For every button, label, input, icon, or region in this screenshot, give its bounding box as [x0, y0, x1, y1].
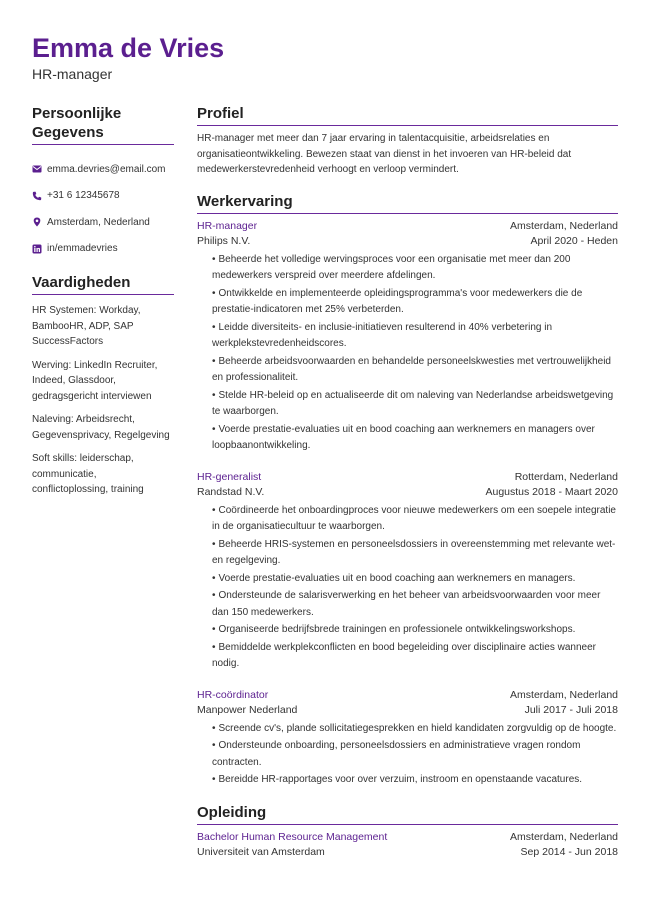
personal-details-heading: Persoonlijke Gegevens	[32, 104, 174, 145]
contact-location-text: Amsterdam, Nederland	[47, 216, 150, 228]
experience-heading: Werkervaring	[197, 192, 618, 214]
job-dates: Augustus 2018 - Maart 2020	[485, 485, 618, 498]
contact-linkedin[interactable]	[32, 236, 174, 263]
location-pin-icon	[32, 217, 42, 227]
job-bullet: • Beheerde het volledige wervingsproces voor een organisatie met meer dan 200 medewerkers verspreid over meerdere afdelingen.	[212, 253, 571, 281]
contact-email[interactable]	[32, 156, 174, 183]
job-bullet: • Voerde prestatie-evaluaties uit en bood coaching aan werknemers en managers.	[212, 572, 576, 584]
education-degree: Bachelor Human Resource Management	[197, 830, 388, 843]
job-bullet: • Bereidde HR-rapportages voor over verzuim, instroom en openstaande vacatures.	[212, 774, 583, 785]
job-bullet: • Stelde HR-beleid op en actualiseerde dit om naleving van Nederlandse arbeidswetgeving te waarborgen.	[212, 389, 614, 417]
job-bullet: • Ondersteunde de salarisverwerking en het beheer van arbeidsvoorwaarden voor meer dan 150 medewerkers.	[212, 590, 601, 618]
job-bullet: • Beheerde HRIS-systemen en personeelsdossiers in overeenstemming met relevante wet- en regelgeving.	[212, 538, 616, 566]
skill-item: HR Systemen: Workday, BambooHR, ADP, SAP SuccessFactors	[32, 305, 141, 347]
skills-list	[32, 303, 174, 498]
job-entry	[197, 219, 618, 455]
education-entry	[197, 830, 618, 860]
contact-linkedin-text: in/emmadevries	[47, 243, 118, 255]
skill-item: Naleving: Arbeidsrecht, Gegevensprivacy, Regelgeving	[32, 414, 170, 441]
skill-item: Werving: LinkedIn Recruiter, Indeed, Glassdoor, gedragsgericht interviewen	[32, 359, 158, 402]
contact-list	[32, 156, 174, 262]
job-bullet: • Organiseerde bedrijfsbrede trainingen en professionele ontwikkelingsworkshops.	[212, 624, 576, 635]
job-company: Randstad N.V.	[197, 485, 265, 498]
profile-text: HR-manager met meer dan 7 jaar ervaring in talentacquisitie, arbeidsrelaties en organisatieontwikkeling. Bewezen staat van dienst in het invoeren van HR-beleid dat medewerkerstevredenheid verhoogt en verloop vermindert.	[197, 133, 572, 175]
job-company: Philips N.V.	[197, 234, 251, 247]
skills-heading: Vaardigheden	[32, 273, 174, 295]
contact-phone-text: +31 6 12345678	[47, 190, 120, 202]
candidate-role: HR-manager	[32, 66, 113, 82]
phone-icon	[32, 191, 42, 201]
candidate-name: Emma de Vries	[32, 33, 225, 63]
job-dates: April 2020 - Heden	[530, 234, 618, 247]
job-bullets	[197, 503, 618, 673]
job-company: Manpower Nederland	[197, 703, 298, 716]
job-location: Amsterdam, Nederland	[510, 219, 618, 232]
job-location: Amsterdam, Nederland	[510, 688, 618, 701]
contact-phone[interactable]	[32, 183, 174, 210]
contact-email-text: emma.devries@email.com	[47, 163, 166, 175]
job-bullet: • Ondersteunde onboarding, personeelsdossiers en administratieve vragen rondom contracten.	[212, 740, 581, 768]
left-column	[32, 104, 174, 506]
job-entry	[197, 470, 618, 673]
job-bullet: • Coördineerde het onboardingproces voor nieuwe medewerkers om een soepele integratie in de organisatiecultuur te waarborgen.	[212, 504, 616, 532]
skill-item: Soft skills: leiderschap, communicatie, conflictoplossing, training	[32, 453, 144, 495]
education-location: Amsterdam, Nederland	[510, 830, 618, 843]
job-bullet: • Voerde prestatie-evaluaties uit en bood coaching aan werknemers en managers over loopbaanontwikkeling.	[212, 423, 595, 451]
job-bullets	[197, 252, 618, 455]
job-title: HR-coördinator	[197, 688, 269, 701]
education-heading: Opleiding	[197, 803, 618, 825]
job-bullet: • Ontwikkelde en implementeerde opleidingsprogramma's voor medewerkers die de prestatie-indicatoren met 25% verbeterden.	[212, 287, 583, 315]
profile-heading: Profiel	[197, 104, 618, 126]
education-dates: Sep 2014 - Jun 2018	[520, 845, 618, 858]
resume-header	[32, 30, 224, 82]
job-bullet: • Leidde diversiteits- en inclusie-initiatieven resulterend in 40% verbetering in werkplekstevredenheidscores.	[212, 321, 553, 349]
job-title: HR-manager	[197, 219, 258, 232]
job-dates: Juli 2017 - Juli 2018	[524, 703, 618, 716]
job-bullets	[197, 721, 618, 789]
contact-location	[32, 209, 174, 236]
envelope-icon	[32, 164, 42, 174]
education-school: Universiteit van Amsterdam	[197, 845, 325, 858]
job-bullet: • Screende cv's, plande sollicitatiegesprekken en hield kandidaten zorgvuldig op de hoogte.	[212, 722, 617, 734]
job-bullet: • Beheerde arbeidsvoorwaarden en behandelde personeelskwesties met vertrouwelijkheid en professionaliteit.	[212, 355, 611, 383]
job-entry	[197, 688, 618, 789]
job-bullet: • Bemiddelde werkplekconflicten en bood begeleiding over disciplinaire acties wanneer nodig.	[212, 641, 596, 669]
job-title: HR-generalist	[197, 470, 262, 483]
job-location: Rotterdam, Nederland	[514, 470, 618, 483]
linkedin-icon	[32, 244, 42, 254]
right-column	[197, 104, 618, 860]
